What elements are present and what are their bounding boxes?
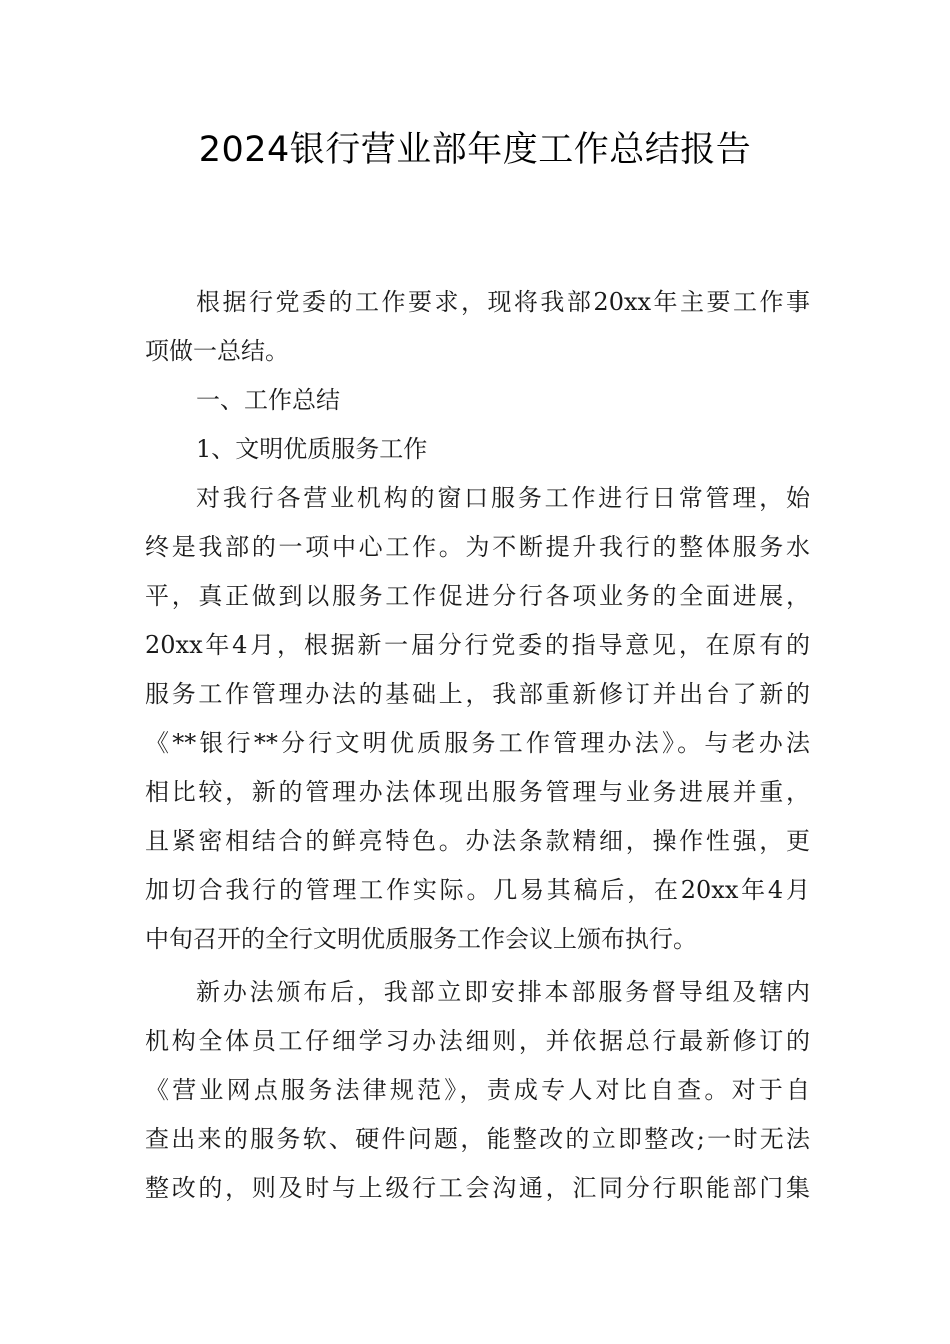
body-line: 终是我部的一项中心工作。为不断提升我行的整体服务水: [145, 533, 810, 561]
body-line: 项做一总结。: [145, 337, 289, 365]
body-line: 对我行各营业机构的窗口服务工作进行日常管理，始: [196, 484, 810, 512]
body-line: 1、文明优质服务工作: [196, 435, 428, 463]
body-line: 且紧密相结合的鲜亮特色。办法条款精细，操作性强，更: [145, 827, 810, 855]
body-line: 一、工作总结: [196, 386, 340, 414]
body-line: 相比较，新的管理办法体现出服务管理与业务进展并重，: [145, 778, 810, 806]
body-line: 中旬召开的全行文明优质服务工作会议上颁布执行。: [145, 925, 697, 953]
body-line: 加切合我行的管理工作实际。几易其稿后，在20xx年4月: [145, 876, 810, 904]
body-line: 服务工作管理办法的基础上，我部重新修订并出台了新的: [145, 680, 810, 708]
body-line: 整改的，则及时与上级行工会沟通，汇同分行职能部门集: [145, 1174, 810, 1202]
document-body: [145, 278, 810, 1213]
body-line: 根据行党委的工作要求，现将我部20xx年主要工作事: [196, 288, 810, 316]
body-line: 20xx年4月，根据新一届分行党委的指导意见，在原有的: [145, 631, 810, 659]
body-line: 平，真正做到以服务工作促进分行各项业务的全面进展，: [145, 582, 810, 610]
body-line: 《**银行**分行文明优质服务工作管理办法》。与老办法: [145, 729, 810, 757]
body-line: 机构全体员工仔细学习办法细则，并依据总行最新修订的: [145, 1027, 810, 1055]
body-line: 新办法颁布后，我部立即安排本部服务督导组及辖内: [196, 978, 810, 1006]
body-line: 《营业网点服务法律规范》，责成专人对比自查。对于自: [145, 1076, 810, 1104]
body-line: 查出来的服务软、硬件问题，能整改的立即整改;一时无法: [145, 1125, 810, 1153]
document-title: 2024银行营业部年度工作总结报告: [198, 130, 752, 170]
